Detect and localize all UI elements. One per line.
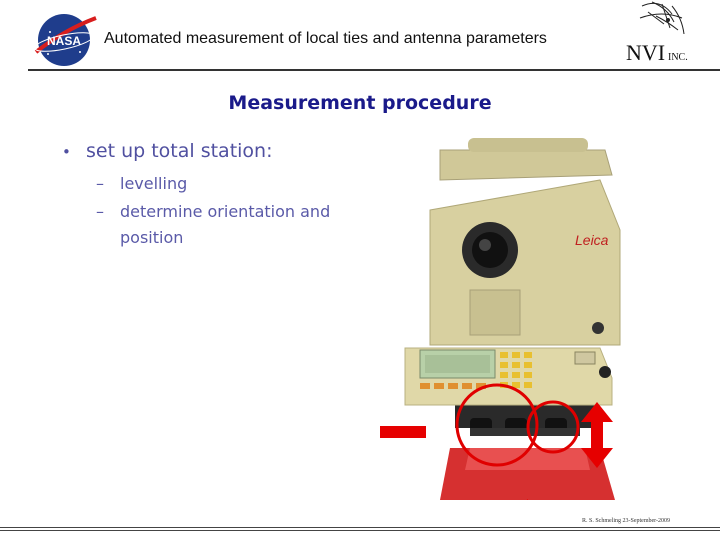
nvi-logo [612, 0, 720, 72]
footer-rule [0, 530, 720, 531]
bullet-item [62, 140, 273, 162]
sub-bullet-item [96, 171, 187, 197]
dash-icon: – [96, 202, 104, 221]
instrument-housing [430, 138, 620, 345]
slide-title: Measurement procedure [228, 92, 492, 114]
instrument-body [405, 348, 612, 405]
nasa-logo [28, 10, 100, 70]
dash-icon: – [96, 174, 104, 193]
nvi-logo-suffix: INC. [668, 52, 688, 63]
left-arrow-icon [380, 418, 426, 446]
nvi-logo-text: NVI [626, 40, 666, 65]
sub-bullet-text: determine orientation and position [120, 202, 331, 247]
bullet-text: set up total station: [86, 140, 273, 162]
svg-text:Leica: Leica [575, 232, 609, 248]
nasa-logo-text: NASA [46, 34, 82, 48]
header-rule [28, 69, 720, 71]
sub-bullet-item [96, 199, 376, 251]
sub-bullet-text: levelling [120, 174, 188, 193]
bullet-icon: • [62, 143, 71, 161]
footer-credit: R. S. Schmeling 23-September-2009 [582, 518, 671, 524]
total-station-image [380, 120, 720, 500]
header-title: Automated measurement of local ties and antenna parameters [104, 30, 547, 47]
footer-rule [0, 527, 720, 528]
